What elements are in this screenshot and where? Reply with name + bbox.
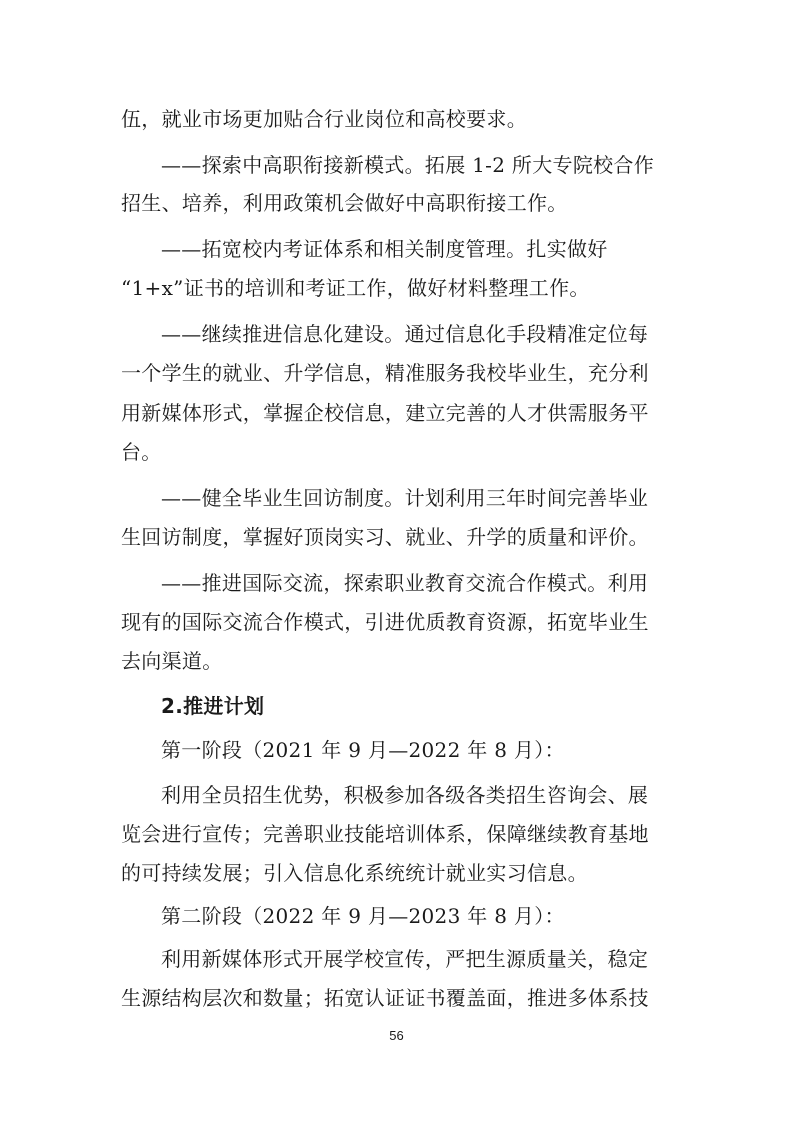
text-line: 第二阶段（2022 年 9 月—2023 年 8 月）： bbox=[161, 904, 565, 928]
text-line: ——推进国际交流，探索职业教育交流合作模式。利用 bbox=[161, 571, 649, 595]
text-line: 利用新媒体形式开展学校宣传，严把生源质量关，稳定 bbox=[161, 947, 649, 971]
text-line: 的可持续发展；引入信息化系统统计就业实习信息。 bbox=[121, 861, 588, 885]
text-line: 台。 bbox=[121, 440, 162, 464]
text-line: 览会进行宣传；完善职业技能培训体系，保障继续教育基地 bbox=[121, 822, 649, 846]
text-line: 第一阶段（2021 年 9 月—2022 年 8 月）： bbox=[161, 738, 565, 762]
text-line: 现有的国际交流合作模式，引进优质教育资源，拓宽毕业生 bbox=[121, 610, 649, 634]
text-line: ——继续推进信息化建设。通过信息化手段精准定位每 bbox=[161, 322, 649, 346]
text-line: 去向渠道。 bbox=[121, 649, 223, 673]
text-line: ——探索中高职衔接新模式。拓展 1-2 所大专院校合作 bbox=[161, 153, 655, 177]
section-heading: 2.推进计划 bbox=[161, 694, 265, 718]
text-line: ——拓宽校内考证体系和相关制度管理。扎实做好 bbox=[161, 237, 608, 261]
text-line: 一个学生的就业、升学信息，精准服务我校毕业生，充分利 bbox=[121, 361, 649, 385]
text-line: 用新媒体形式，掌握企校信息，建立完善的人才供需服务平 bbox=[121, 401, 649, 425]
text-line: 生源结构层次和数量；拓宽认证证书覆盖面，推进多体系技 bbox=[121, 986, 649, 1010]
text-line: 生回访制度，掌握好顶岗实习、就业、升学的质量和评价。 bbox=[121, 525, 649, 549]
text-line: 利用全员招生优势，积极参加各级各类招生咨询会、展 bbox=[161, 783, 649, 807]
page-number: 56 bbox=[389, 1028, 404, 1043]
text-line: “1+x”证书的培训和考证工作，做好材料整理工作。 bbox=[121, 276, 590, 300]
text-line: 伍，就业市场更加贴合行业岗位和高校要求。 bbox=[121, 107, 527, 131]
text-line: ——健全毕业生回访制度。计划利用三年时间完善毕业 bbox=[161, 486, 649, 510]
text-line: 招生、培养，利用政策机会做好中高职衔接工作。 bbox=[121, 191, 568, 215]
